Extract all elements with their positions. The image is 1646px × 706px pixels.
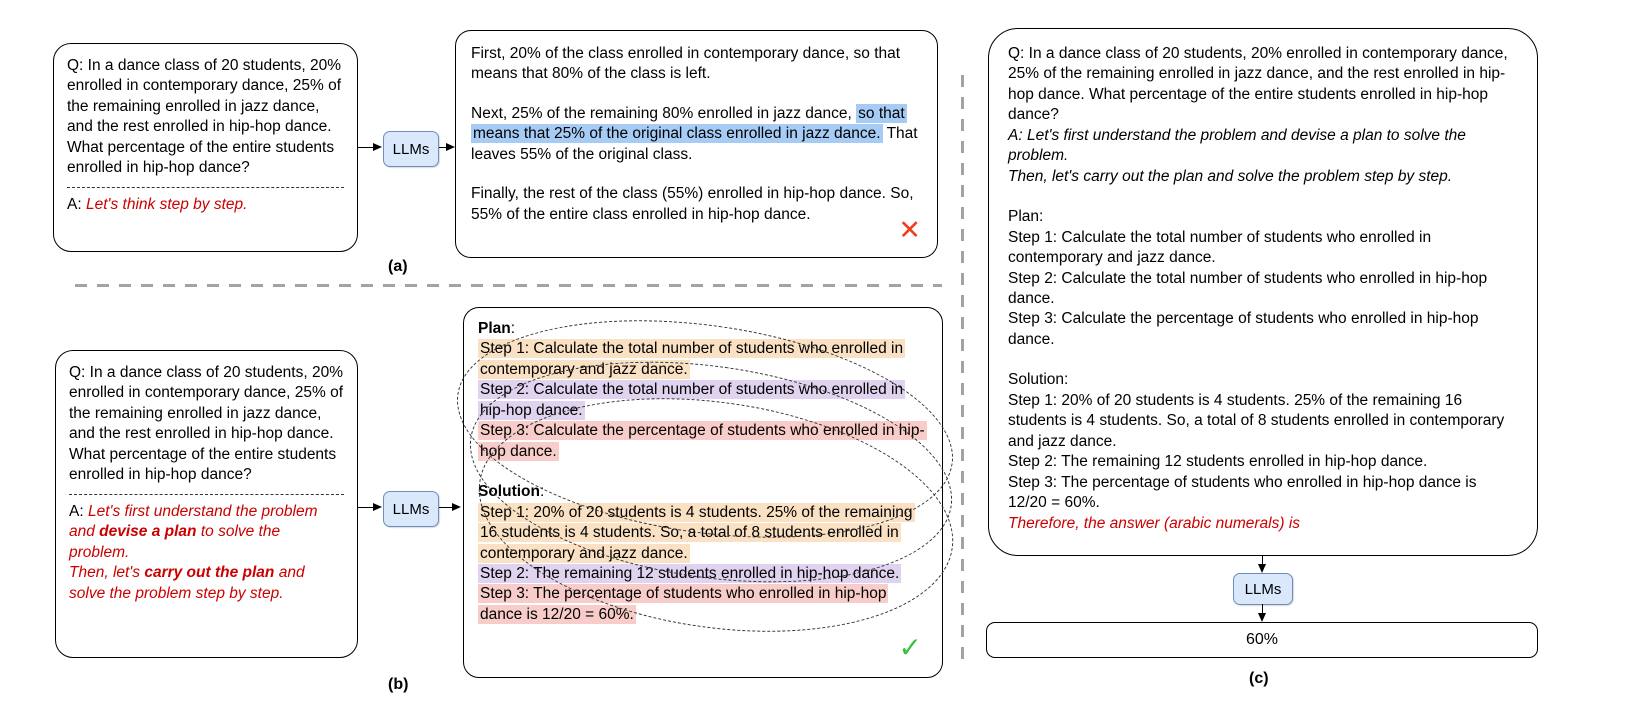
panel-b-answer-line1 <box>69 502 344 563</box>
panel-b-question-text: Q: In a dance class of 20 students, 20% enrolled in contemporary dance, 25% of the remaining enrolled in jazz dance, and the rest enrolled in hip-hop dance. What percentage of the entire students enrolled in hip-hop dance? <box>69 364 343 484</box>
panel-c-plan-step-2: Step 2: Calculate the total number of students who enrolled in hip-hop dance. <box>1008 269 1488 307</box>
ans1-post: to solve the problem. <box>69 523 281 561</box>
panel-b-response-box <box>463 307 943 678</box>
solution-step3-highlight: Step 3: The percentage of students who enrolled in hip-hop dance is 12/20 = 60%. <box>480 585 887 623</box>
panel-a-llm-label: LLMs <box>392 140 430 158</box>
blank-line <box>478 462 928 482</box>
panel-a-question-text: Q: In a dance class of 20 students, 20% enrolled in contemporary dance, 25% of the remaining enrolled in jazz dance, and the rest enrolled in hip-hop dance. What percentage of the entire students enrolled in hip-hop dance? <box>67 57 341 177</box>
panel-b-solution-step-1 <box>478 503 928 564</box>
panel-c-answer-line1: A: Let's first understand the problem and devise a plan to solve the problem. <box>1008 126 1466 165</box>
panel-b-solution-title <box>478 482 928 502</box>
panel-a-response-box <box>455 30 938 258</box>
devise-a-plan-bold: devise a plan <box>99 523 197 541</box>
arrow-a-prompt-to-llm <box>358 147 373 148</box>
panel-b-plan-step-1 <box>478 339 928 380</box>
panel-c-plan-step-3: Step 3: Calculate the percentage of students who enrolled in hip-hop dance. <box>1008 310 1479 348</box>
plan-step3-highlight: Step 3: Calculate the percentage of students who enrolled in hip-hop dance. <box>480 422 925 460</box>
panel-c-final-trigger: Therefore, the answer (arabic numerals) is <box>1008 514 1301 532</box>
arrow-b-prompt-to-llm <box>358 507 373 508</box>
plan-colon: : <box>510 320 516 337</box>
solution-step1-highlight: Step 1: 20% of 20 students is 4 students. 25% of the remaining 16 students is 4 students. So, a total of 8 students enrolled in contemporary and jazz dance. <box>480 503 913 562</box>
panel-a-llm-box <box>383 131 439 167</box>
plan-step1-highlight: Step 1: Calculate the total number of students who enrolled in contemporary and jazz dance. <box>480 340 904 378</box>
panel-c-label: (c) <box>1249 670 1269 687</box>
panel-b-plan-title <box>478 319 928 339</box>
panel-b-llm-label: LLMs <box>392 500 430 518</box>
solution-step2-highlight: Step 2: The remaining 12 students enrolled in hip-hop dance. <box>480 564 900 582</box>
panel-a-response-para1: First, 20% of the class enrolled in contemporary dance, so that means that 80% of the class is left. <box>471 45 901 83</box>
panel-b-label: (b) <box>388 676 409 693</box>
panel-a-answer-line <box>67 195 344 215</box>
blank-line <box>1008 350 1518 370</box>
panel-c-solution-step-3: Step 3: The percentage of students who enrolled in hip-hop dance is 12/20 = 60%. <box>1008 473 1477 512</box>
panel-a-response-para2 <box>471 104 922 165</box>
horizontal-dashed-divider <box>75 284 942 287</box>
panel-c-answer-line2: Then, let's carry out the plan and solve the problem step by step. <box>1008 167 1453 185</box>
blank-line <box>1008 187 1518 207</box>
panel-c-solution-step-2: Step 2: The remaining 12 students enrolled in hip-hop dance. <box>1008 453 1428 471</box>
ans2-pre: Then, let's <box>69 564 145 582</box>
panel-b-answer-line2 <box>69 563 344 604</box>
answer-prefix: A: <box>67 195 86 213</box>
panel-b-solution-step-3 <box>478 584 928 625</box>
panel-c-answer-box <box>986 622 1538 658</box>
answer-prefix: A: <box>69 502 88 520</box>
check-icon: ✓ <box>898 632 922 664</box>
panel-a-trigger-text: Let's think step by step. <box>85 195 248 213</box>
arrow-c-llm-to-answer <box>1262 604 1263 613</box>
ans2-post: and solve the problem step by step. <box>69 564 305 602</box>
arrow-a-llm-to-response <box>439 147 446 148</box>
panel-c-llm-box <box>1233 573 1293 605</box>
arrow-b-llm-to-response <box>439 507 452 508</box>
panel-c-plan-title: Plan: <box>1008 208 1044 226</box>
panel-c-llm-label: LLMs <box>1244 580 1282 598</box>
blue-highlight: so that means that 25% of the original class enrolled in jazz dance. <box>473 104 905 143</box>
panel-b-llm-box <box>383 491 439 527</box>
panel-c-solution-step-1: Step 1: 20% of 20 students is 4 students. 25% of the remaining 16 students is 4 students. So, a total of 8 students enrolled in contemporary and jazz dance. <box>1008 391 1505 450</box>
solution-colon: : <box>540 483 545 501</box>
cross-icon: ✕ <box>898 215 921 246</box>
panel-a-prompt-box <box>53 43 358 252</box>
panel-b-plan-step-3 <box>478 421 928 462</box>
vertical-dashed-divider <box>961 75 964 660</box>
solution-title-bold: Solution <box>478 483 540 501</box>
panel-c-prompt-box <box>988 28 1538 556</box>
panel-b-solution-step-2 <box>478 564 928 584</box>
para2-pre: Next, 25% of the remaining 80% enrolled in jazz dance, <box>471 104 857 122</box>
panel-a-response-para3: Finally, the rest of the class (55%) enrolled in hip-hop dance. So, 55% of the entire class enrolled in hip-hop dance. <box>471 185 914 223</box>
panel-c-plan-step-1: Step 1: Calculate the total number of students who enrolled in contemporary and jazz dance. <box>1008 228 1432 267</box>
ans1-pre: Let's first understand the problem and <box>69 502 318 541</box>
plan-title-bold: Plan <box>478 320 511 337</box>
arrow-c-prompt-to-llm <box>1262 556 1263 564</box>
prompt-separator <box>67 187 344 188</box>
carry-out-the-plan-bold: carry out the plan <box>144 564 275 582</box>
prompt-separator <box>69 494 344 495</box>
panel-c-answer-text: 60% <box>1245 631 1279 649</box>
panel-c-solution-title: Solution: <box>1008 371 1069 389</box>
plan-step2-highlight: Step 2: Calculate the total number of students who enrolled in hip-hop dance. <box>480 381 904 419</box>
panel-b-prompt-box <box>55 350 358 658</box>
panel-a-label: (a) <box>388 258 408 275</box>
panel-b-plan-step-2 <box>478 380 928 421</box>
panel-c-question-text: Q: In a dance class of 20 students, 20% enrolled in contemporary dance, 25% of the remaining enrolled in jazz dance, and the rest enrolled in hip-hop dance. What percentage of the entire students enrolled in hip-hop dance? <box>1008 45 1508 124</box>
para2-post: That leaves 55% of the original class. <box>471 125 918 163</box>
